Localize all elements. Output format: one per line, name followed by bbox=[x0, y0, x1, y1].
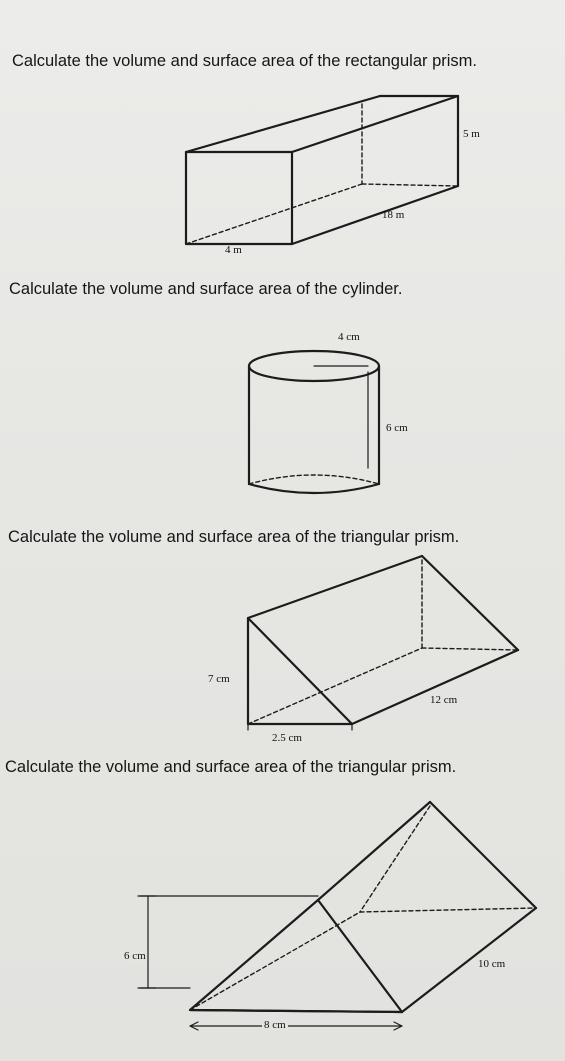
cylinder-height-label: 6 cm bbox=[386, 422, 408, 434]
prism-width-label: 4 m bbox=[225, 244, 242, 256]
tri1-height-label: 7 cm bbox=[208, 673, 230, 685]
cylinder-radius-label: 4 cm bbox=[338, 331, 360, 343]
tri1-base-label: 2.5 cm bbox=[272, 732, 302, 744]
question-4-text: Calculate the volume and surface area of the triangular prism. bbox=[5, 758, 457, 776]
tri2-height-label: 6 cm bbox=[124, 950, 146, 962]
tri2-base-label: 8 cm bbox=[264, 1019, 286, 1031]
question-2-text: Calculate the volume and surface area of the cylinder. bbox=[9, 280, 403, 298]
question-1-text: Calculate the volume and surface area of the rectangular prism. bbox=[12, 52, 477, 70]
tri1-length-label: 12 cm bbox=[430, 694, 458, 706]
prism-length-label: 18 m bbox=[382, 209, 405, 221]
tri2-length-label: 10 cm bbox=[478, 958, 506, 970]
question-3-text: Calculate the volume and surface area of the triangular prism. bbox=[8, 528, 460, 546]
prism-height-label: 5 m bbox=[463, 128, 480, 140]
